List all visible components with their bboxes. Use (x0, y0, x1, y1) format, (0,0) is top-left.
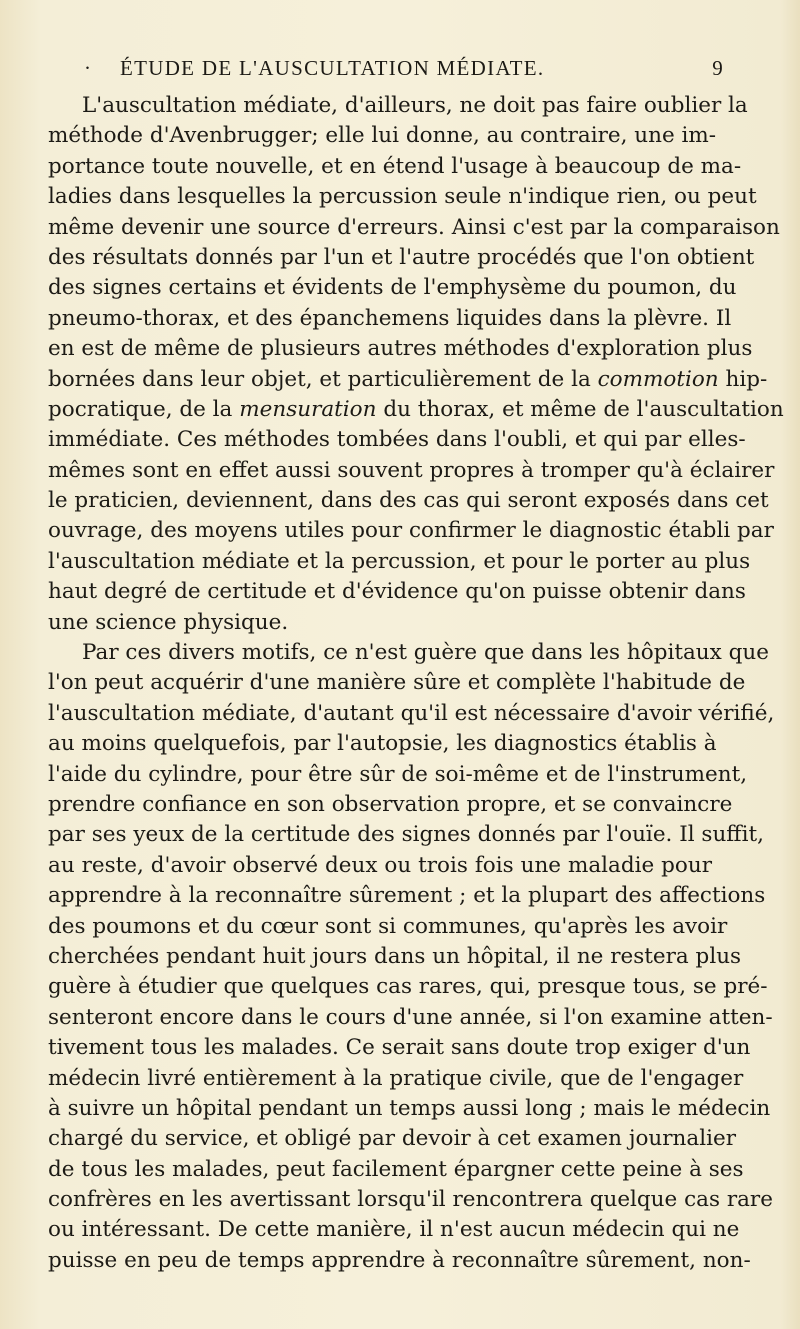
text-line: par ses yeux de la certitude des signes donnés par l'ouïe. Il suffit, (48, 822, 764, 848)
header-title: ÉTUDE DE L'AUSCULTATION MÉDIATE. (120, 56, 545, 80)
text-line: médecin livré entièrement à la pratique civile, que de l'engager (48, 1065, 744, 1091)
body-text (48, 91, 784, 1276)
italic-term-mensuration: mensuration (239, 396, 377, 422)
text-line: des poumons et du cœur sont si communes, qu'après les avoir (48, 913, 728, 939)
italic-term-commotion: commotion (597, 366, 719, 392)
text-line: une science physique. (48, 609, 289, 635)
text-line: senteront encore dans le cours d'une année, si l'on examine atten- (48, 1004, 773, 1030)
text-run: bornées dans leur objet, et particulièrement de la (48, 366, 591, 392)
text-line: le praticien, deviennent, dans des cas qui seront exposés dans cet (48, 488, 769, 514)
text-line: méthode d'Avenbrugger; elle lui donne, au contraire, une im- (48, 123, 717, 149)
text-line: puisse en peu de temps apprendre à reconnaître sûrement, non- (48, 1247, 751, 1273)
text-run: hip- (725, 366, 768, 392)
text-line: chargé du service, et obligé par devoir à cet examen journalier (48, 1126, 736, 1152)
text-line: l'auscultation médiate, d'autant qu'il est nécessaire d'avoir vérifié, (48, 700, 775, 726)
text-line: l'auscultation médiate et la percussion, et pour le porter au plus (48, 548, 751, 574)
text-line: immédiate. Ces méthodes tombées dans l'oubli, et qui par elles- (48, 427, 746, 453)
text-line: apprendre à la reconnaître sûrement ; et la plupart des affections (48, 883, 766, 909)
text-line: à suivre un hôpital pendant un temps aussi long ; mais le médecin (48, 1095, 771, 1121)
text-line: des résultats donnés par l'un et l'autre procédés que l'on obtient (48, 244, 755, 270)
text-line: Par ces divers motifs, ce n'est guère que dans les hôpitaux que (82, 640, 769, 666)
text-line: pneumo-thorax, et des épanchemens liquides dans la plèvre. Il (48, 305, 732, 331)
text-line: guère à étudier que quelques cas rares, qui, presque tous, se pré- (48, 974, 768, 1000)
text-line: L'auscultation médiate, d'ailleurs, ne doit pas faire oublier la (82, 93, 748, 118)
text-line: ladies dans lesquelles la percussion seule n'indique rien, ou peut (48, 184, 757, 210)
text-line: au reste, d'avoir observé deux ou trois fois une maladie pour (48, 852, 712, 878)
text-line: portance toute nouvelle, et en étend l'usage à beaucoup de ma- (48, 153, 742, 179)
text-line: ouvrage, des moyens utiles pour confirmer le diagnostic établi par (48, 518, 774, 544)
text-line: en est de même de plusieurs autres méthodes d'exploration plus (48, 336, 753, 362)
text-line: de tous les malades, peut facilement épargner cette peine à ses (48, 1156, 744, 1182)
text-line (48, 365, 768, 395)
header-mark: · (84, 56, 93, 80)
text-line: tivement tous les malades. Ce serait sans doute trop exiger d'un (48, 1035, 751, 1061)
text-line: au moins quelquefois, par l'autopsie, les diagnostics établis à (48, 731, 717, 757)
page-number: 9 (712, 56, 724, 80)
text-line: des signes certains et évidents de l'emphysème du poumon, du (48, 275, 737, 301)
text-line: prendre confiance en son observation propre, et se convaincre (48, 791, 733, 817)
text-line (48, 395, 784, 425)
text-line: haut degré de certitude et d'évidence qu'on puisse obtenir dans (48, 579, 746, 605)
text-run: pocratique, de la (48, 396, 233, 422)
running-header (84, 56, 724, 84)
text-line: mêmes sont en effet aussi souvent propres à tromper qu'à éclairer (48, 457, 775, 483)
text-run: du thorax, et même de l'auscultation (383, 396, 784, 422)
text-line: l'on peut acquérir d'une manière sûre et complète l'habitude de (48, 670, 746, 696)
text-line: l'aide du cylindre, pour être sûr de soi-même et de l'instrument, (48, 761, 748, 787)
text-line: confrères en les avertissant lorsqu'il rencontrera quelque cas rare (48, 1187, 773, 1213)
text-line: cherchées pendant huit jours dans un hôpital, il ne restera plus (48, 943, 742, 969)
text-line: même devenir une source d'erreurs. Ainsi c'est par la comparaison (48, 214, 780, 240)
text-line: ou intéressant. De cette manière, il n'est aucun médecin qui ne (48, 1217, 740, 1243)
